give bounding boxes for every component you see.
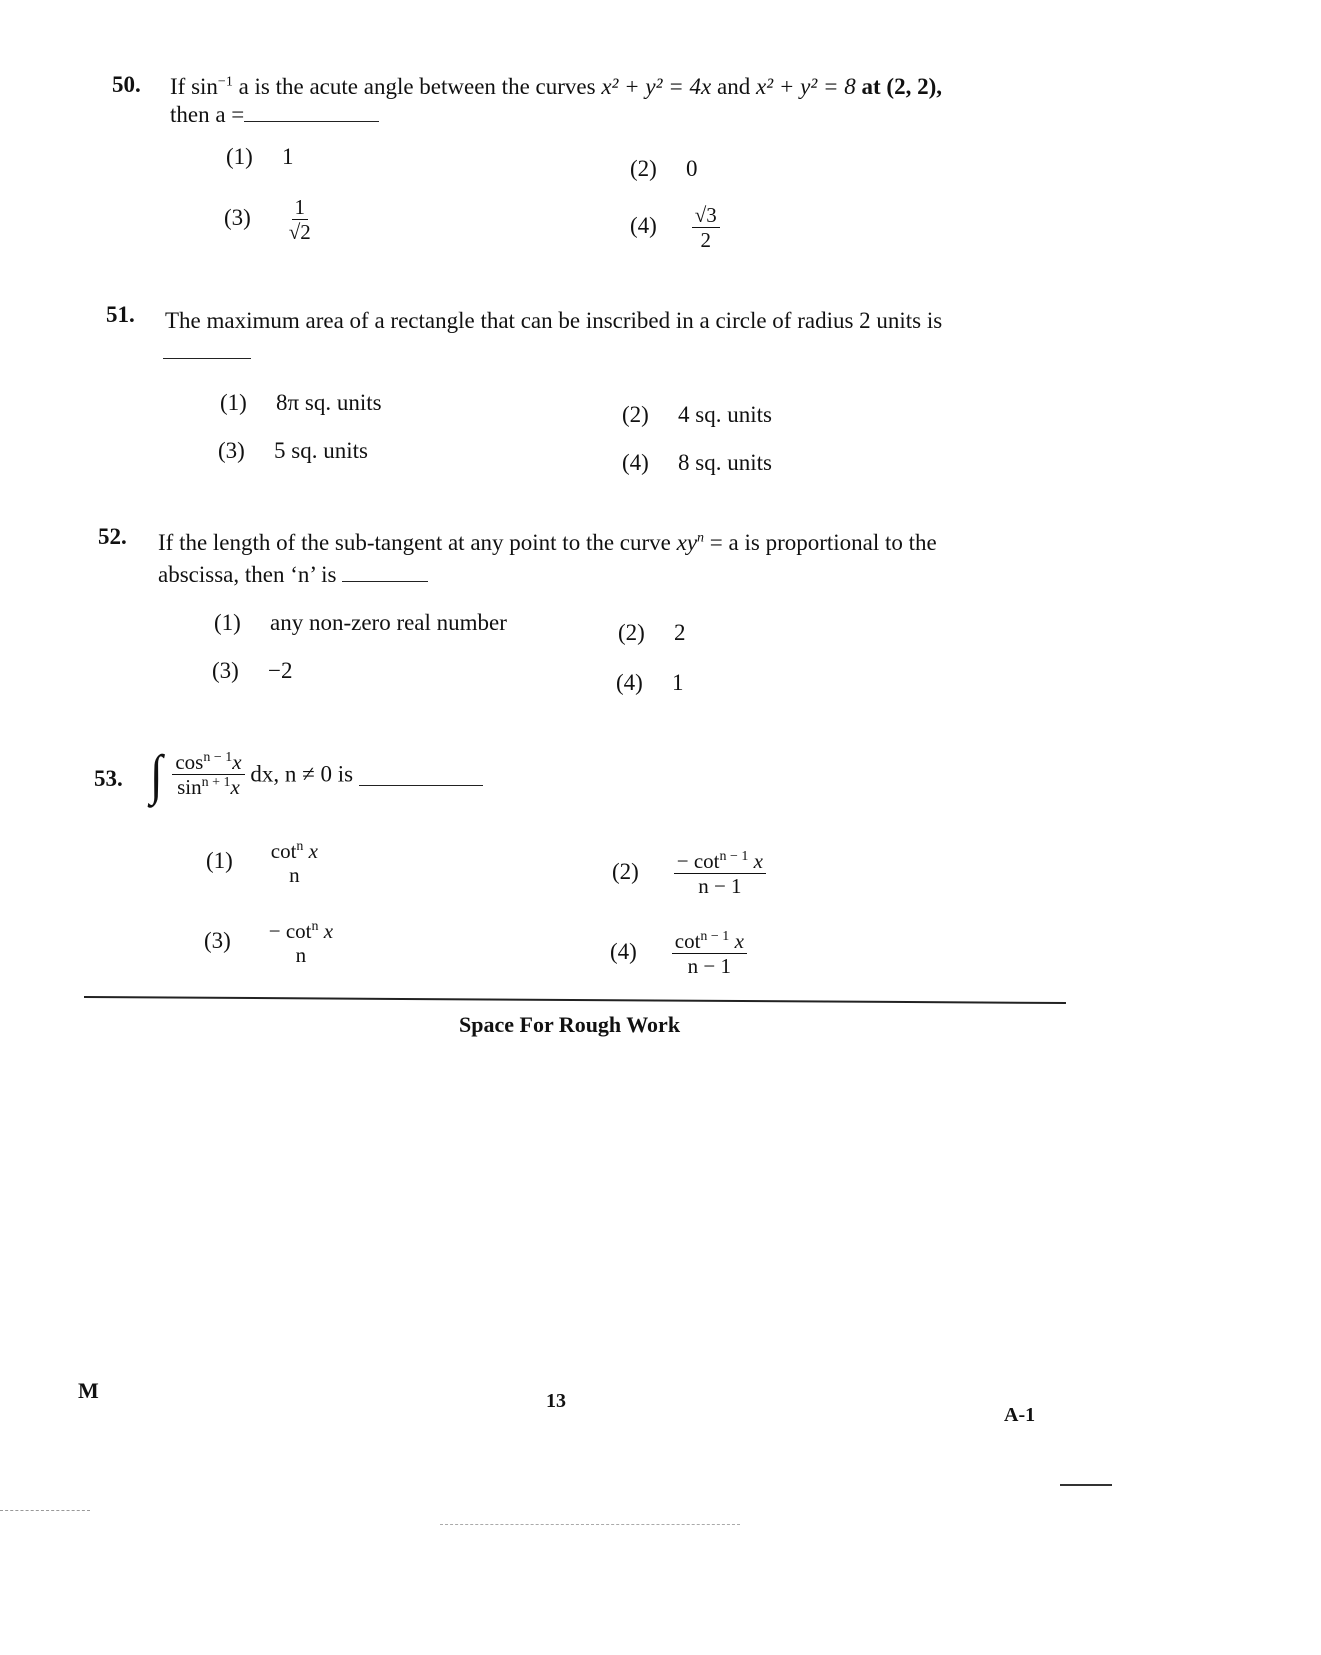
fraction: − $\cot^n x$ n xyxy=(268,919,334,968)
option-3: (3) − $\cot^n x$ n xyxy=(204,920,336,966)
answer-blank xyxy=(342,581,428,582)
option-1: (1) $\cot^n x$ n xyxy=(206,840,321,886)
rough-work-label: Space For Rough Work xyxy=(459,1012,681,1037)
equation: x² + y² = 4x xyxy=(601,74,712,99)
answer-blank xyxy=(244,121,379,122)
scan-mark xyxy=(440,1524,740,1525)
question-number: 51. xyxy=(106,302,135,327)
option-3: (3) 5 sq. units xyxy=(218,438,368,463)
question-number: 52. xyxy=(98,524,127,549)
question-text: If $\sin^{-1} a$ is the acute angle between the curves x² + y² = 4x and x² + y² = 8 at (2, 2), xyxy=(170,74,942,99)
question-text-line2: abscissa, then ‘n’ is xyxy=(158,560,428,590)
answer-blank xyxy=(359,763,483,786)
fraction: $\frac{1}{√2}$ xyxy=(288,195,311,245)
option-1: (1) any non-zero real number xyxy=(214,610,507,635)
question-number: 50. xyxy=(112,72,141,97)
option-4: (4) $\frac{\cot^{n - 1} x}{n - 1}$ xyxy=(610,930,747,977)
rough-work-divider xyxy=(84,996,1066,1004)
option-4: (4) 8 sq. units xyxy=(622,450,772,475)
equation: x² + y² = 8 xyxy=(756,74,856,99)
footer-left-code: M xyxy=(78,1378,99,1403)
page-number: 13 xyxy=(546,1390,566,1412)
question-text: The maximum area of a rectangle that can be inscribed in a circle of radius 2 units is xyxy=(165,308,943,333)
option-1: (1) 1 xyxy=(226,144,294,169)
question-text-line2: then a = xyxy=(170,100,379,130)
option-3: (3) $\frac{1}{√2}$ xyxy=(224,196,314,243)
question-integral: ∫ $\frac{\cos^{n - 1}x}{\sin^{n + 1}x}$ dx, n ≠ 0 is xyxy=(150,748,483,801)
question-number: 53. xyxy=(94,766,123,791)
fraction: $\frac{- \cot^{n - 1} x}{n - 1}$ xyxy=(674,850,766,897)
scan-mark xyxy=(0,1510,90,1511)
fraction: $\cot^n x$ n xyxy=(270,839,318,888)
answer-blank-line xyxy=(163,332,251,367)
option-4: (4) $\frac{√3}{2}$ xyxy=(630,204,720,251)
option-2: (2) 4 sq. units xyxy=(622,402,772,427)
integrand-fraction: $\frac{\cos^{n - 1}x}{\sin^{n + 1}x}$ xyxy=(172,751,244,798)
integral-sign: ∫ xyxy=(150,743,163,806)
option-2: (2) 2 xyxy=(618,620,686,645)
answer-blank xyxy=(163,332,251,359)
scan-mark xyxy=(1060,1484,1112,1486)
option-2: (2) 0 xyxy=(630,156,698,181)
option-3: (3) −2 xyxy=(212,658,293,683)
footer-right-code: A-1 xyxy=(1004,1404,1036,1426)
fraction: $\frac{\cot^{n - 1} x}{n - 1}$ xyxy=(672,930,747,977)
question-text: If the length of the sub-tangent at any point to the curve $xy^n = a$ is proportional to the xyxy=(158,530,937,555)
fraction: $\frac{√3}{2}$ xyxy=(692,204,720,251)
option-4: (4) 1 xyxy=(616,670,684,695)
option-1: (1) 8π sq. units xyxy=(220,390,382,415)
option-2: (2) $\frac{- \cot^{n - 1} x}{n - 1}$ xyxy=(612,850,766,897)
